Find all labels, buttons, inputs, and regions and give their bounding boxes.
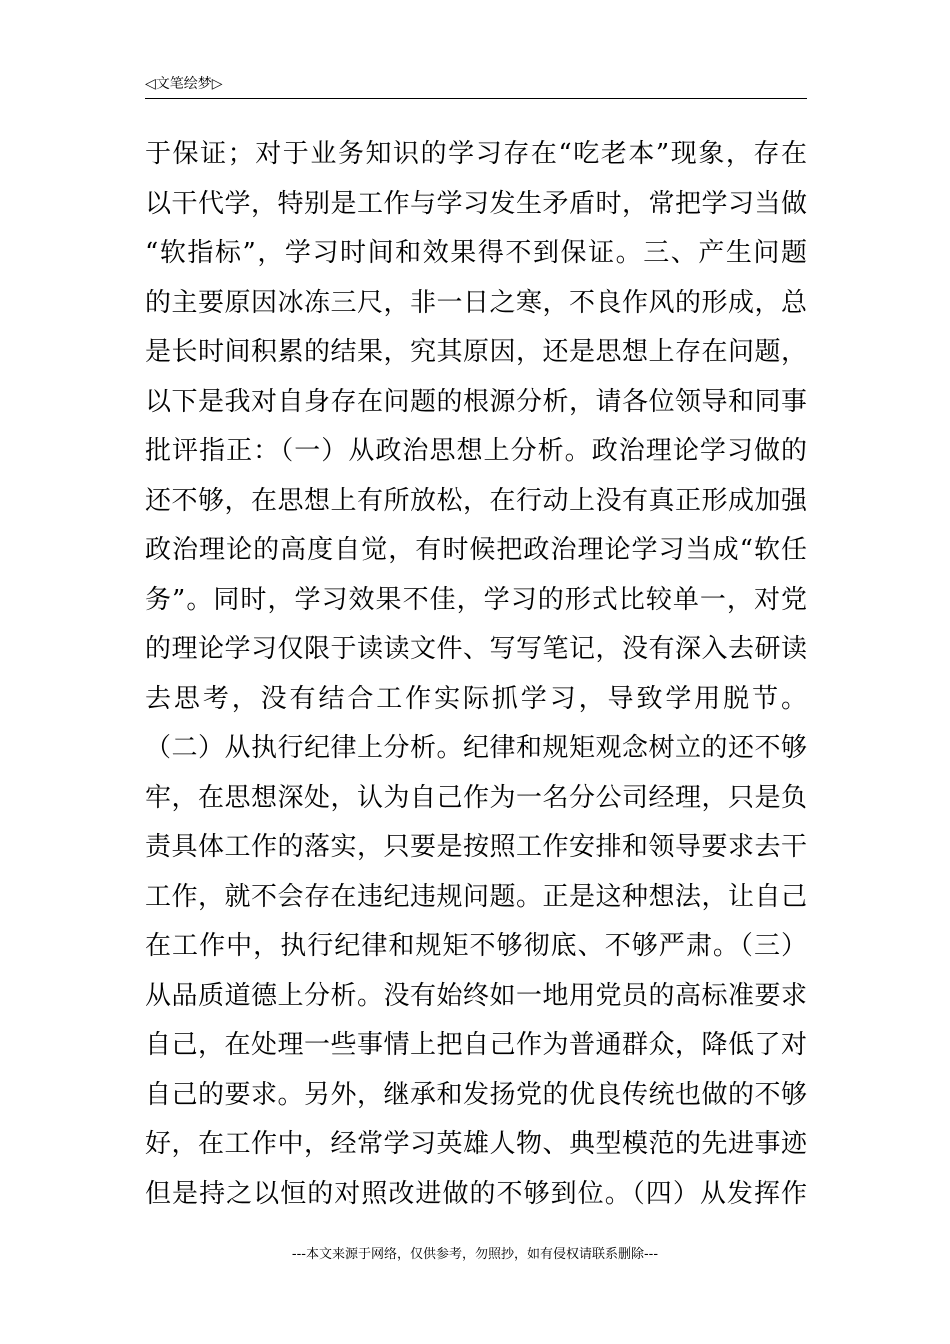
text-line: 工作，就不会存在违纪违规问题。正是这种想法，让自己 [145, 881, 807, 912]
text-line: 政治理论的高度自觉，有时候把政治理论学习当成“软任 [145, 535, 807, 565]
text-line: 但是持之以恒的对照改进做的不够到位。（四）从发挥作 [145, 1178, 807, 1209]
text-line: 自己的要求。另外，继承和发扬党的优良传统也做的不够 [145, 1079, 807, 1110]
text-line: “软指标”，学习时间和效果得不到保证。三、产生问题 [145, 238, 807, 268]
text-line: 责具体工作的落实，只要是按照工作安排和领导要求去干 [145, 832, 807, 862]
text-line: 自己，在处理一些事情上把自己作为普通群众，降低了对 [145, 1030, 807, 1060]
text-line: 的理论学习仅限于读读文件、写写笔记，没有深入去研读 [145, 634, 807, 664]
text-line: 批评指正：（一）从政治思想上分析。政治理论学习做的 [145, 436, 807, 466]
text-line: 是长时间积累的结果，究其原因，还是思想上存在问题， [145, 337, 807, 367]
text-line: 务”。同时，学习效果不佳，学习的形式比较单一，对党 [145, 584, 807, 615]
page-header [145, 72, 807, 99]
text-line: 好，在工作中，经常学习英雄人物、典型模范的先进事迹 [145, 1129, 807, 1159]
text-line: 于保证；对于业务知识的学习存在“吃老本”现象，存在 [145, 139, 807, 169]
header-title: ◁文笔绘梦▷ [145, 76, 223, 92]
text-line: 在工作中，执行纪律和规矩不够彻底、不够严肃。（三） [145, 931, 807, 961]
text-line: 的主要原因冰冻三尺，非一日之寒，不良作风的形成，总 [145, 287, 807, 318]
document-body [145, 130, 807, 1219]
text-line: 去思考，没有结合工作实际抓学习，导致学用脱节。 [145, 683, 807, 714]
text-line: 还不够，在思想上有所放松，在行动上没有真正形成加强 [145, 485, 807, 516]
text-line: （二）从执行纪律上分析。纪律和规矩观念树立的还不够 [145, 733, 807, 763]
page-footer: ---本文来源于网络，仅供参考，勿照抄，如有侵权请联系删除--- [291, 1247, 659, 1262]
text-line: 以下是我对自身存在问题的根源分析，请各位领导和同事 [145, 386, 807, 417]
text-line: 以干代学，特别是工作与学习发生矛盾时，常把学习当做 [145, 188, 807, 219]
text-line: 从品质道德上分析。没有始终如一地用党员的高标准要求 [145, 980, 807, 1011]
text-line: 牢，在思想深处，认为自己作为一名分公司经理，只是负 [145, 782, 807, 813]
